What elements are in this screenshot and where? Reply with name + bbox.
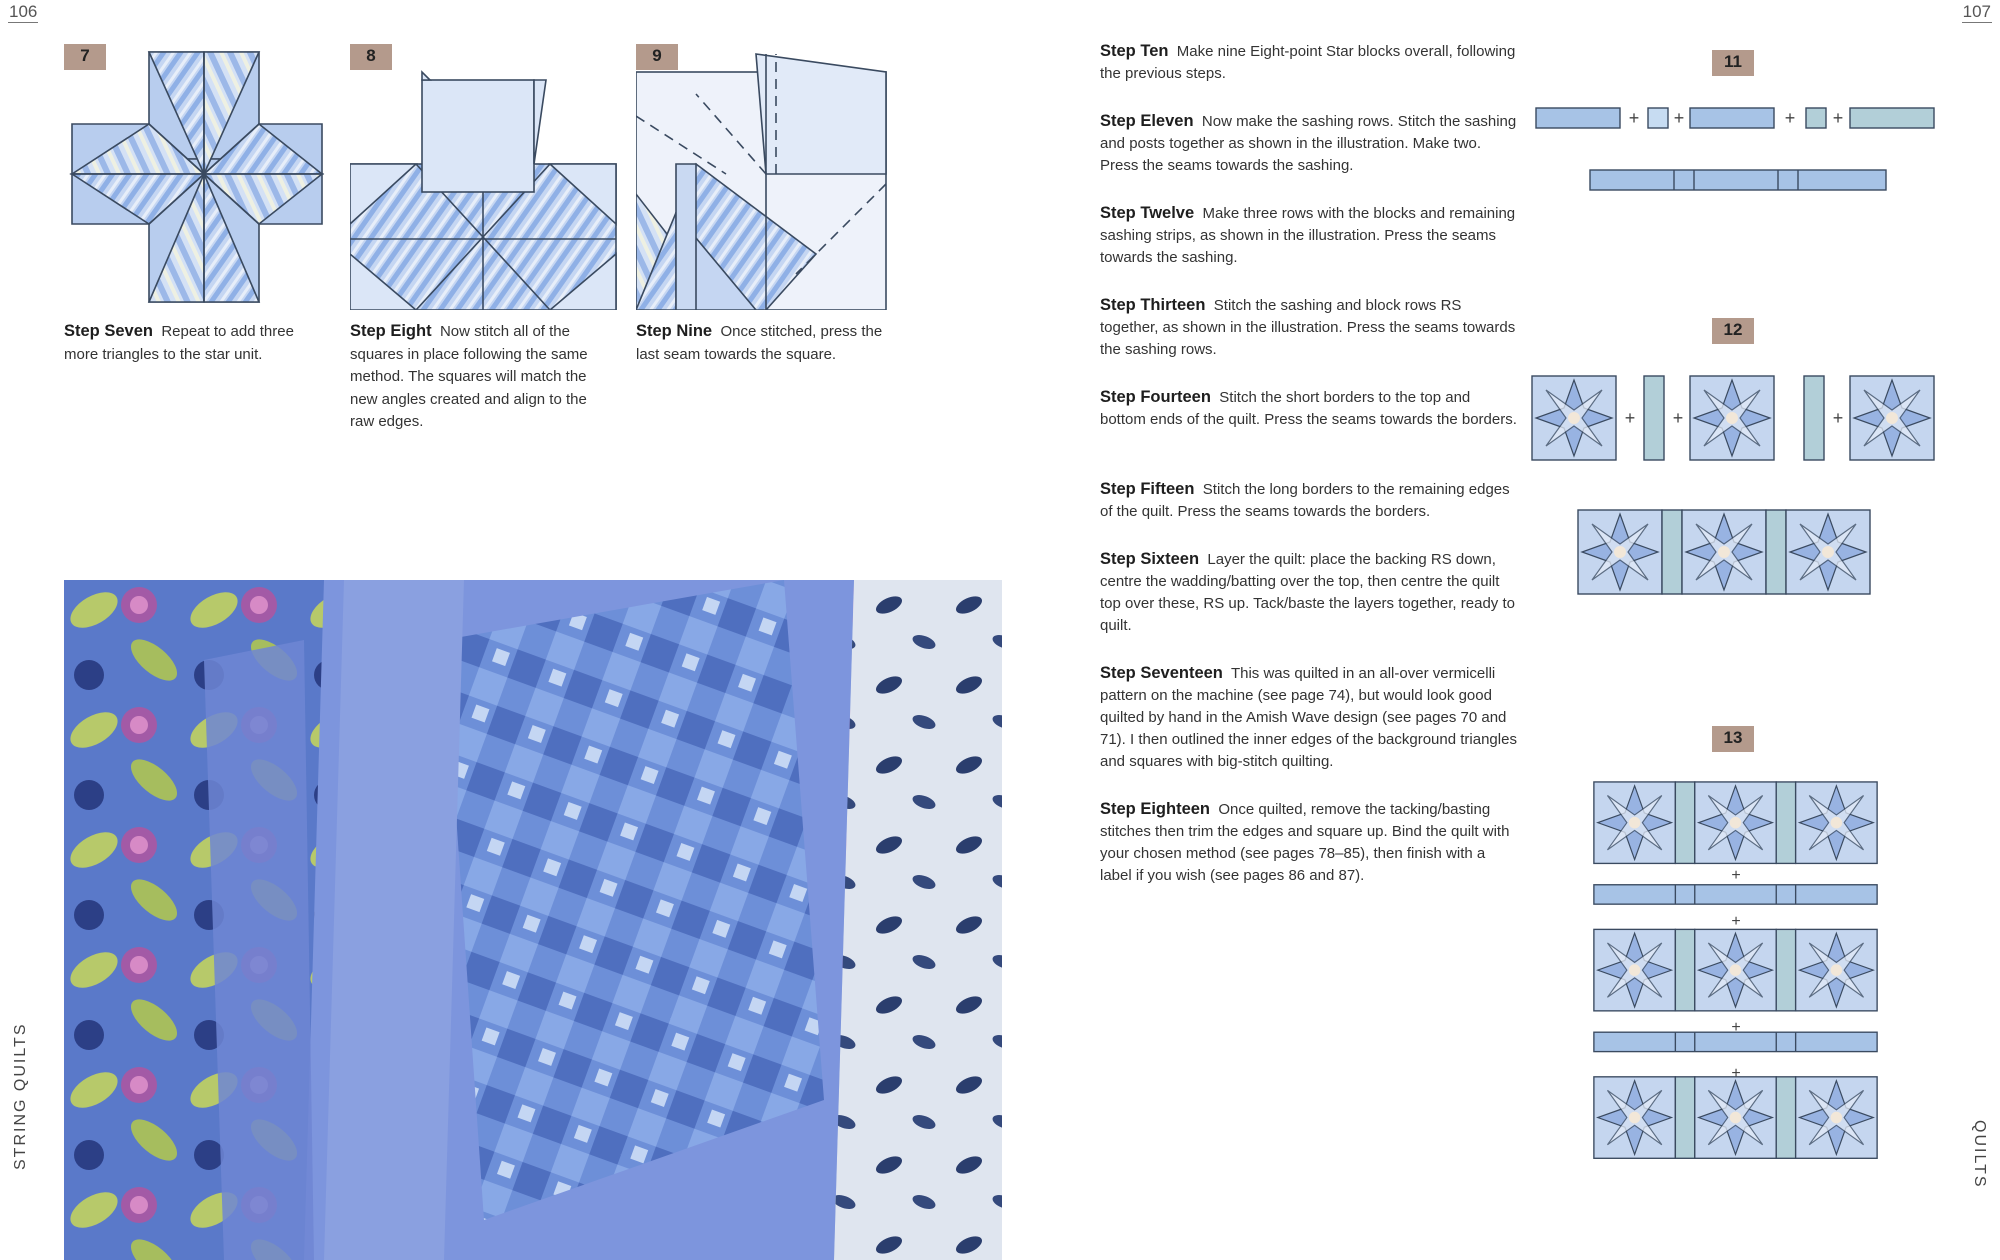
plus-sign: + (1673, 108, 1685, 128)
caption-step-seven (64, 320, 324, 366)
figure-13-badge: 13 (1712, 726, 1754, 752)
step-sixteen (1100, 548, 1520, 637)
figure-12-illustration (1530, 370, 1944, 600)
plus-sign: + (1731, 1019, 1741, 1036)
plus-sign: + (1672, 408, 1684, 428)
step-title: Step Sixteen (1100, 550, 1200, 568)
caption-step-nine (636, 320, 900, 366)
plus-sign: + (1731, 913, 1741, 930)
caption-title: Step Eight (350, 322, 432, 340)
step-text: Once quilted, remove the tacking/basting stitches then trim the edges and square up. Bind the quilt with your chosen method (see pages 78–85), then finish with a label if you wish (see pages 86 and 87). (1100, 801, 1510, 884)
step-text: Stitch the long borders to the remaining edges of the quilt. Press the seams towards the borders. (1100, 481, 1510, 520)
figure-8-badge: 8 (350, 44, 392, 70)
running-head-right: QUILTS (1971, 1120, 1988, 1189)
plus-sign: + (1832, 108, 1844, 128)
caption-text: Once stitched, press the last seam towards the square. (636, 323, 883, 363)
step-title: Step Fifteen (1100, 480, 1195, 498)
step-title: Step Eighteen (1100, 800, 1211, 818)
step-fifteen (1100, 478, 1520, 523)
plus-sign: + (1832, 408, 1844, 428)
figure-7-illustration (64, 44, 330, 304)
step-title: Step Seventeen (1100, 664, 1223, 682)
step-text: This was quilted in an all-over vermicelli pattern on the machine (see page 74), but would look good quilted by hand in the Amish Wave design (see pages 70 and 71). I then outlined the inner edges of the background triangles and squares with big-stitch quilting. (1100, 665, 1517, 770)
step-title: Step Thirteen (1100, 296, 1206, 314)
figure-12-badge: 12 (1712, 318, 1754, 344)
step-eleven (1100, 110, 1520, 177)
step-fourteen (1100, 386, 1520, 431)
step-text: Stitch the short borders to the top and bottom ends of the quilt. Press the seams towards the borders. (1100, 389, 1517, 428)
caption-step-eight (350, 320, 610, 434)
step-title: Step Fourteen (1100, 388, 1211, 406)
caption-text: Repeat to add three more triangles to the star unit. (64, 323, 294, 363)
step-seventeen (1100, 662, 1520, 773)
plus-sign: + (1731, 1065, 1741, 1082)
caption-text: Now stitch all of the squares in place following the same method. The squares will match the new angles created and align to the raw edges. (350, 323, 588, 430)
step-title: Step Twelve (1100, 204, 1195, 222)
step-text: Now make the sashing rows. Stitch the sashing and posts together as shown in the illustration. Make two. Press the seams towards the sashing. (1100, 113, 1517, 174)
plus-sign: + (1731, 867, 1741, 884)
step-thirteen (1100, 294, 1520, 361)
running-head-left: STRING QUILTS (12, 1022, 29, 1170)
figure-9-illustration (636, 44, 888, 310)
figure-9-badge: 9 (636, 44, 678, 70)
step-text: Layer the quilt: place the backing RS down, centre the wadding/batting over the top, then centre the quilt top over these, RS up. Tack/baste the layers together, ready to quilt. (1100, 551, 1515, 634)
step-text: Make three rows with the blocks and remaining sashing strips, as shown in the illustration. Press the seams towards the sashing. (1100, 205, 1516, 266)
plus-sign: + (1628, 108, 1640, 128)
plus-sign: + (1624, 408, 1636, 428)
figure-11-badge: 11 (1712, 50, 1754, 76)
plus-sign: + (1784, 108, 1796, 128)
step-title: Step Eleven (1100, 112, 1194, 130)
step-text: Make nine Eight-point Star blocks overall, following the previous steps. (1100, 43, 1516, 82)
step-eighteen (1100, 798, 1520, 887)
figure-8-illustration (350, 44, 618, 310)
figure-11-illustration (1530, 100, 1940, 200)
caption-title: Step Nine (636, 322, 713, 340)
page-number-right: 107 (1962, 2, 1991, 21)
step-title: Step Ten (1100, 42, 1169, 60)
page-number-left: 106 (9, 2, 38, 21)
caption-title: Step Seven (64, 322, 153, 340)
step-ten (1100, 40, 1520, 85)
figure-7-badge: 7 (64, 44, 106, 70)
figure-13-illustration (1590, 780, 1890, 1180)
step-text: Stitch the sashing and block rows RS together, as shown in the illustration. Press the seams towards the sashing rows. (1100, 297, 1516, 358)
quilt-photograph (64, 580, 1002, 1260)
step-twelve (1100, 202, 1520, 269)
